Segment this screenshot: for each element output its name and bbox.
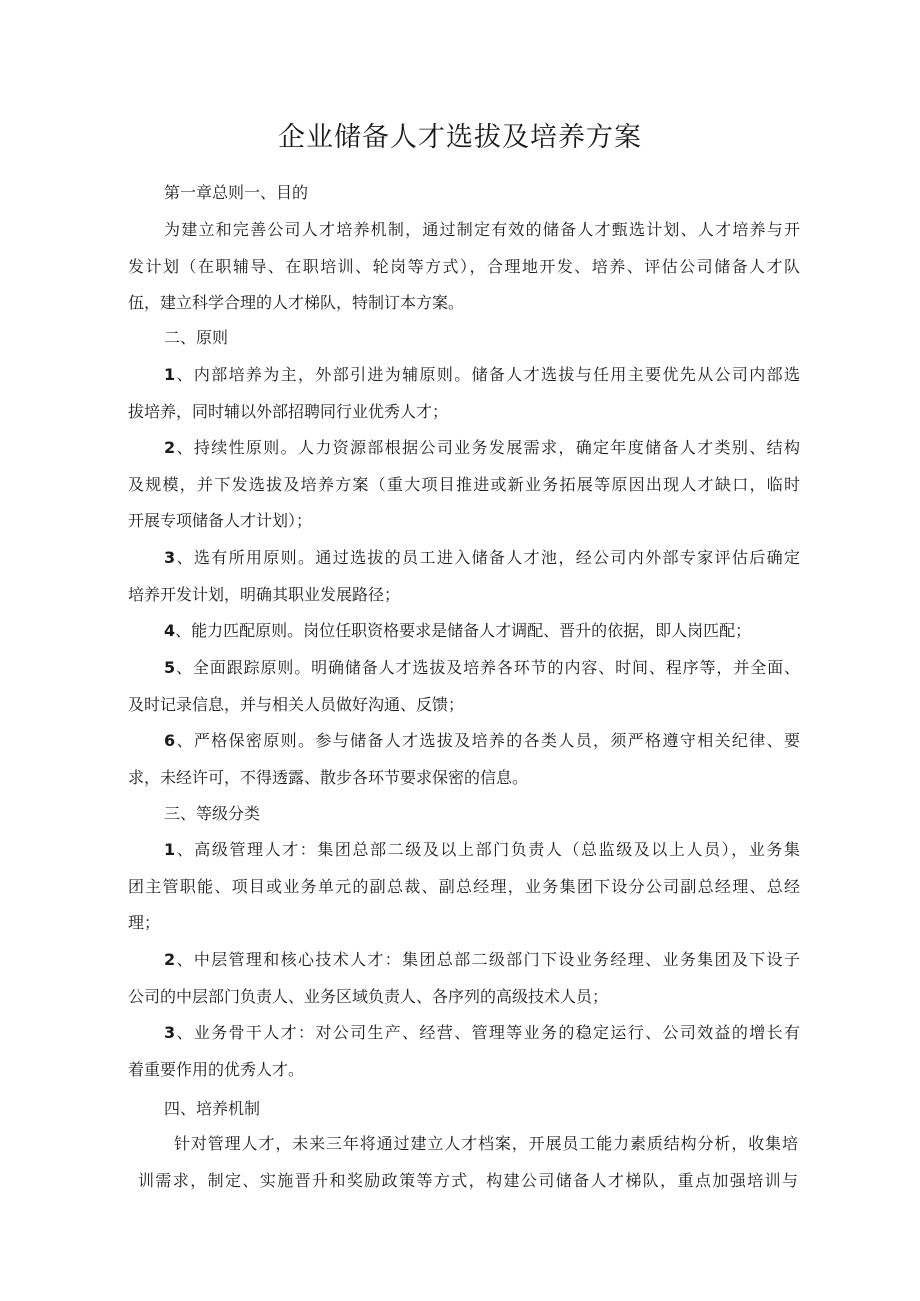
mechanism-paragraph	[138, 1126, 798, 1199]
document-title: 企业储备人才选拔及培养方案	[278, 122, 642, 153]
paragraph-line: 发计划（在职辅导、在职培训、轮岗等方式），合理地开发、培养、评估公司储备人才队	[128, 256, 800, 276]
section-heading-text: 三、等级分类	[164, 804, 261, 823]
paragraph-line: 着重要作用的优秀人才。	[128, 1059, 305, 1079]
paragraph-line: 6、严格保密原则。参与储备人才选拔及培养的各类人员，须严格遵守相关纪律、要	[164, 731, 800, 750]
principle-item	[128, 430, 800, 540]
item-number: 3	[164, 1023, 176, 1042]
paragraph-line: 伍，建立科学合理的人才梯队，特制订本方案。	[128, 293, 465, 312]
item-number: 5	[164, 658, 176, 677]
paragraph-line: 2、中层管理和核心技术人才：集团总部二级部门下设业务经理、业务集团及下设子	[164, 950, 800, 969]
paragraph-line: 求，未经许可，不得透露、散步各环节要求保密的信息。	[128, 767, 529, 787]
paragraph-line: 针对管理人才，未来三年将通过建立人才档案，开展员工能力素质结构分析，收集培	[174, 1134, 798, 1153]
paragraph-line: 4、能力匹配原则。岗位任职资格要求是储备人才调配、晋升的依据，即人岗匹配；	[164, 621, 752, 640]
paragraph-line: 为建立和完善公司人才培养机制，通过制定有效的储备人才甄选计划、人才培养与开	[164, 220, 800, 239]
level-item	[128, 942, 800, 1015]
paragraph-line: 训需求，制定、实施晋升和奖励政策等方式，构建公司储备人才梯队，重点加强培训与	[138, 1170, 798, 1190]
item-number: 1	[164, 365, 176, 384]
paragraph-line: 1、内部培养为主，外部引进为辅原则。储备人才选拔与任用主要优先从公司内部选	[164, 365, 800, 384]
level-item	[128, 1015, 800, 1088]
item-number: 2	[164, 438, 176, 457]
paragraph-line: 团主管职能、项目或业务单元的副总裁、副总经理，业务集团下设分公司副总经理、总经	[128, 876, 800, 896]
paragraph-line: 及时记录信息，并与相关人员做好沟通、反馈；	[128, 694, 465, 714]
level-item	[128, 832, 800, 942]
section-heading-principles	[128, 320, 800, 357]
paragraph-line: 3、业务骨干人才：对公司生产、经营、管理等业务的稳定运行、公司效益的增长有	[164, 1023, 800, 1042]
principle-item	[128, 723, 800, 796]
paragraph-line: 拔培养，同时辅以外部招聘同行业优秀人才；	[128, 401, 449, 421]
paragraph-line: 5、全面跟踪原则。明确储备人才选拔及培养各环节的内容、时间、程序等，并全面、	[164, 658, 800, 677]
paragraph-line: 2、持续性原则。人力资源部根据公司业务发展需求，确定年度储备人才类别、结构	[164, 438, 800, 457]
item-number: 3	[164, 548, 176, 567]
section-heading-text: 四、培养机制	[164, 1099, 261, 1118]
paragraph-line: 及规模，并下发选拔及培养方案（重大项目推进或新业务拓展等原因出现人才缺口，临时	[128, 474, 800, 494]
section-heading-levels	[128, 796, 800, 833]
item-number: 4	[164, 621, 176, 640]
paragraph-line: 公司的中层部门负责人、业务区域负责人、各序列的高级技术人员；	[128, 986, 609, 1006]
section-heading-mechanism	[128, 1091, 800, 1128]
principle-item	[128, 650, 800, 723]
chapter-heading	[128, 175, 800, 212]
paragraph-line: 理；	[128, 913, 161, 932]
paragraph-line: 1、高级管理人才：集团总部二级及以上部门负责人（总监级及以上人员），业务集	[164, 840, 800, 859]
item-number: 1	[164, 840, 176, 859]
section-heading-text: 二、原则	[164, 328, 229, 347]
purpose-paragraph	[128, 212, 800, 322]
item-number: 2	[164, 950, 176, 969]
item-number: 6	[164, 731, 176, 750]
paragraph-line: 培养开发计划，明确其职业发展路径；	[128, 584, 401, 604]
principle-item	[128, 540, 800, 613]
chapter-heading-text: 第一章总则一、目的	[164, 183, 309, 202]
paragraph-line: 开展专项储备人才计划）；	[128, 511, 313, 530]
paragraph-line: 3、选有所用原则。通过选拔的员工进入储备人才池，经公司内外部专家评估后确定	[164, 548, 800, 567]
principle-item	[128, 613, 800, 650]
principle-item	[128, 357, 800, 430]
